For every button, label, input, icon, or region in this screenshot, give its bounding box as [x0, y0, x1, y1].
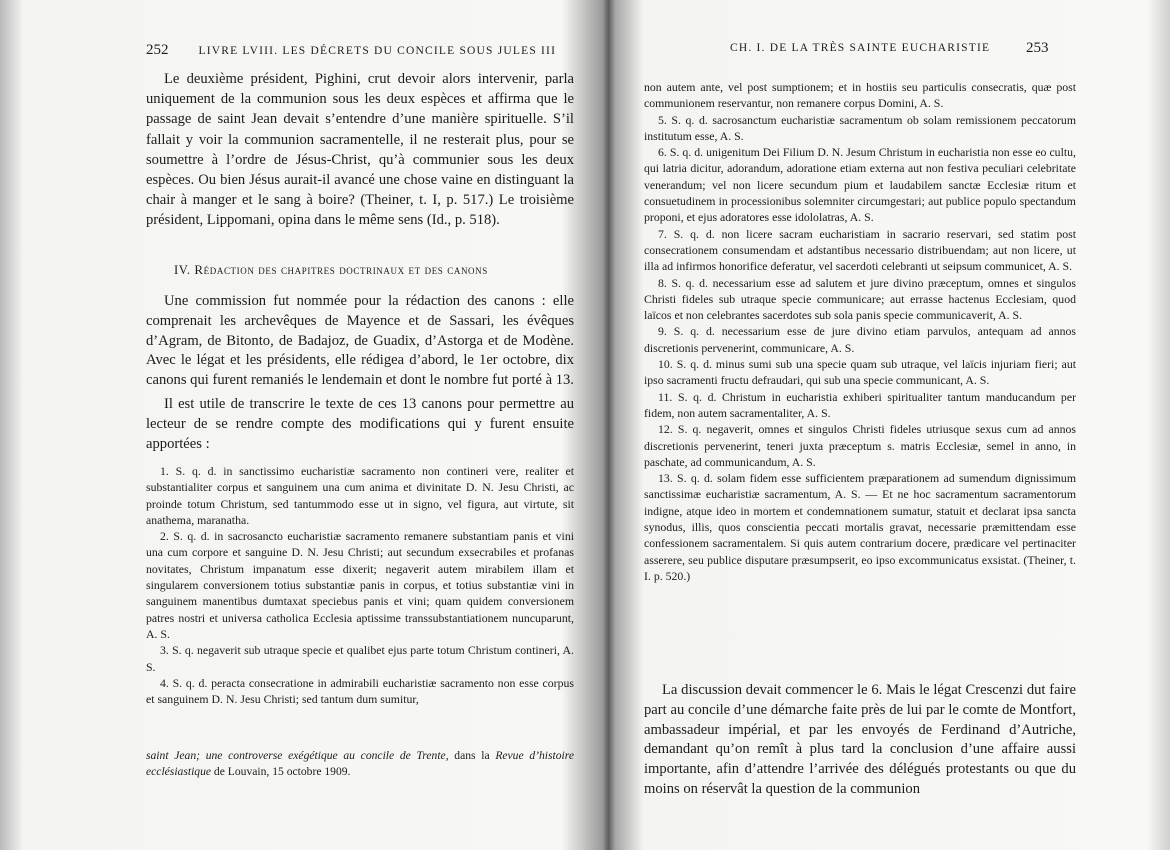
canon-continuation: non autem ante, vel post sumptionem; et in hostiis seu particulis consecratis, quæ post communionem reservantur, non remanere corpus Domini, A. S. [644, 80, 1076, 111]
paragraph-commission: Une commission fut nommée pour la rédaction des canons : elle comprenait les archevêques de Mayence et de Sassari, les évêques d’Agram, de Bitonto, de Badajoz, de Guadix, d’Astorga et de Modène. Avec le légat et les présidents, elle rédigea d’abord, le 1er octobre, dix canons qui furent remaniés le lendemain et dont le nombre fut porté à 13. [146, 293, 574, 389]
left-commission-text [146, 292, 574, 458]
right-discussion-text [644, 681, 1076, 800]
canon-item: 6. S. q. d. unigenitum Dei Filium D. N. Jesum Christum in eucharistia non esse eo cultu, qui latria dicitur, adorandum, adoratione etiam externa aut non festiva peculiari celebritate venerandum; vel non licere secundum pium et laudabilem sanctæ Ecclesiæ ritum et consuetudinem in processionibus solemniter circumgestari; aut publice populo spectandum proponi, et ejus adoratores esse idololatras, A. S. [644, 145, 1076, 225]
section-title: Rédaction des chapitres doctrinaux et des canons [194, 262, 488, 277]
left-canons-list [146, 463, 574, 707]
left-folio-number: 252 [146, 42, 169, 58]
right-running-title: CH. I. DE LA TRÈS SAINTE EUCHARISTIE [730, 42, 991, 54]
paragraph-transcription: Il est utile de transcrire le texte de ces 13 canons pour permettre au lecteur de se rendre compte des modifications qui y furent ensuite apportées : [146, 395, 574, 452]
right-folio-number: 253 [1026, 40, 1049, 56]
canon-item: 3. S. q. negaverit sub utraque specie et qualibet ejus parte totum Christum contineri, A. S. [146, 643, 574, 674]
canon-item: 9. S. q. d. necessarium esse de jure divino etiam parvulos, antequam ad annos discretionis pervenerint, communicare, A. S. [644, 324, 1076, 355]
canon-item: 7. S. q. d. non licere sacram eucharistiam in sacrario reservari, sed statim post consecrationem consumendam et adstantibus necessario distribuendam; aut non licere, ut illa ad infirmos honorifice deferatur, vel sacerdoti celebranti ut seipsum communicet, A. S. [644, 226, 1076, 274]
footnote-source: de Louvain, 15 octobre 1909. [211, 765, 351, 778]
footnote [146, 748, 574, 780]
section-heading [174, 262, 488, 278]
footnote-title: saint Jean; une controverse exégétique au concile de Trente, [146, 749, 449, 762]
left-running-title: LIVRE LVIII. LES DÉCRETS DU CONCILE SOUS JULES III [198, 45, 557, 57]
canon-item: 2. S. q. d. in sacrosancto eucharistiæ sacramento remanere substantiam panis et vini una cum corpore et sanguine D. N. Jesu Christi; aut secundum exsecrabiles et profanas novitates, Christum impanatum esse dixerit; negaverit autem mirabilem illam et singularem conversionem totius substantiæ panis in corpus, et totius substantiæ vini in sanguinem manentibus dumtaxat speciebus panis et vini; quam quidem conversionem patres nostri et universa catholica Ecclesia aptissime transsubstantiationem nuncuparunt, A. S. [146, 529, 574, 641]
section-number: IV. [174, 263, 191, 277]
canon-item: 13. S. q. d. solam fidem esse sufficientem præparationem ad sumendum dignissimum sanctissimæ eucharistiæ sacramentum, A. S. — Et ne hoc sacramentum sacramentorum indigne, atque ideo in mortem et condemnationem sumatur, statuit et declarat ipsa sancta synodus, illis, quos conscientia peccati mortalis gravat, necessarie præmittendam esse confessionem sacramentalem. Si quis autem contrarium docere, prædicare vel pertinaciter asserere, seu publice disputare præsumpserit, eo ipso excommunicatus exsistat. (Theiner, t. I. p. 520.) [644, 471, 1076, 583]
canon-item: 10. S. q. d. minus sumi sub una specie quam sub utraque, vel laïcis injuriam fieri; aut ipso sacramenti fructu defraudari, qui sub una specie communicant, A. S. [644, 357, 1076, 388]
footnote-connector: dans la [448, 749, 496, 762]
canon-item: 4. S. q. d. peracta consecratione in admirabili eucharistiæ sacramento non esse corpus et sanguinem D. N. Jesu Christi; sed tantum dum sumitur, [146, 675, 574, 707]
canon-item: 12. S. q. negaverit, omnes et singulos Christi fideles utriusque sexus cum ad annos discretionis pervenerint, teneri juxta præceptum s. matris Ecclesiæ, semel in anno, in paschate, ad communicandum, A. S. [644, 422, 1076, 469]
left-running-head [146, 42, 556, 59]
right-canons-list [644, 79, 1076, 584]
right-running-head [730, 42, 990, 54]
paragraph-pighini: Le deuxième président, Pighini, crut devoir alors intervenir, parla uniquement de la communion sous les deux espèces et affirma que le passage de saint Jean devait s’entendre d’une manière spirituelle. S’il fallait y voir la communion sacramentelle, il ne resterait plus, pour se soumettre à l’ordre de Jésus-Christ, qu’à communier sous les deux espèces. Ou bien Jésus aurait-il avancé une chose vaine en distinguant la chair à manger et le sang à boire? (Theiner, t. I, p. 517.) Le troisième président, Lippomani, opina dans le même sens (Id., p. 518). [146, 71, 574, 229]
right-page [612, 0, 1170, 850]
canon-item: 5. S. q. d. sacrosanctum eucharistiæ sacramentum ob solam remissionem peccatorum institutum esse, A. S. [644, 112, 1076, 143]
canon-item: 11. S. q. d. Christum in eucharistia exhiberi spiritualiter tantum manducandum per fidem, non autem sacramentaliter, A. S. [644, 389, 1076, 420]
footnote-journal: Revue d’histoire ecclésiastique [146, 749, 574, 778]
canon-item: 1. S. q. d. in sanctissimo eucharistiæ sacramento non contineri vere, realiter et substantialiter corpus et sanguinem una cum anima et divinitate D. N. Jesu Christi, ac proinde totum Christum, sed tantummodo esse ut in signo, vel figura, aut virtute, sit anathema, maranatha. [146, 464, 574, 527]
left-opening-text [146, 69, 574, 231]
canon-item: 8. S. q. d. necessarium esse ad salutem et jure divino præceptum, omnes et singulos Christi fideles sub utraque specie communicare; aut errasse hactenus Ecclesiam, quod laïcos et non celebrantes sacerdotes sub sola panis specie communicaverit, A. S. [644, 275, 1076, 323]
paragraph-discussion: La discussion devait commencer le 6. Mais le légat Crescenzi dut faire part au concile d’une démarche faite près de lui par le comte de Montfort, ambassadeur impérial, et par les envoyés de Ferdinand d’Autriche, demandant qu’on remît à plus tard la conclusion d’une affaire aussi importante, afin d’attendre l’arrivée des délégués protestants ou que du moins on réservât la question de la communion [644, 682, 1076, 797]
